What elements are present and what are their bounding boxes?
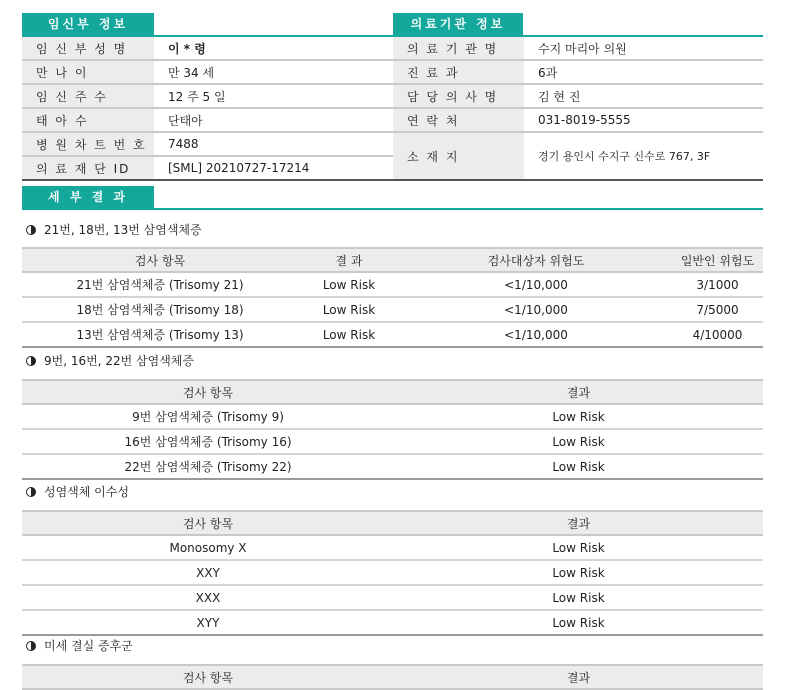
- fetus-count-value: 단태아: [168, 113, 203, 128]
- col-header-item: 검사 항목: [22, 511, 394, 535]
- section-title-sex-chromosome: [26, 483, 129, 500]
- table-row: [22, 535, 763, 560]
- item-cell: XXX: [22, 585, 394, 610]
- result-cell: Low Risk: [394, 535, 763, 560]
- doctor-label: 담 당 의 사 명: [393, 84, 524, 108]
- details-tab: 세 부 결 과: [22, 186, 154, 208]
- chart-number-value: 7488: [168, 137, 199, 151]
- half-circle-icon: [26, 487, 36, 497]
- table-row: [22, 610, 763, 635]
- col-header-result: 결과: [394, 665, 763, 689]
- result-cell: Low Risk: [394, 610, 763, 635]
- patient-age-label: 만 나 이: [22, 60, 154, 84]
- general-risk-cell: 3/1000: [672, 272, 763, 297]
- results-table-microdeletion: [22, 664, 763, 690]
- patient-age-value: 만 34 세: [168, 65, 215, 80]
- col-header-item: 검사 항목: [22, 665, 394, 689]
- result-cell: Low Risk: [298, 297, 400, 322]
- col-header-general-risk: 일반인 위험도: [672, 248, 763, 272]
- item-cell: 18번 삼염색체증 (Trisomy 18): [22, 297, 298, 322]
- patient-info-tab: 임신부 정보: [22, 13, 154, 35]
- section-title-text: 성염색체 이수성: [44, 485, 129, 499]
- contact-value: 031-8019-5555: [538, 113, 631, 127]
- half-circle-icon: [26, 641, 36, 651]
- hospital-info-tab: 의료기관 정보: [393, 13, 523, 35]
- results-table-sex-chromosome: [22, 510, 763, 636]
- general-risk-cell: 7/5000: [672, 297, 763, 322]
- address-value: 경기 용인시 수지구 신수로 767, 3F: [538, 150, 711, 163]
- item-cell: 9번 삼염색체증 (Trisomy 9): [22, 404, 394, 429]
- table-row: [22, 404, 763, 429]
- table-row: [22, 297, 763, 322]
- details-rule: [22, 208, 763, 210]
- result-cell: Low Risk: [298, 322, 400, 347]
- results-table-trisomy-21-18-13: [22, 247, 763, 348]
- section-title-text: 21번, 18번, 13번 삼염색체증: [44, 223, 202, 237]
- table-row: [22, 272, 763, 297]
- table-row: [22, 454, 763, 479]
- fetus-count-label: 태 아 수: [22, 108, 154, 132]
- item-cell: XYY: [22, 610, 394, 635]
- half-circle-icon: [26, 356, 36, 366]
- table-row: [22, 560, 763, 585]
- item-cell: XXY: [22, 560, 394, 585]
- hospital-name-label: 의 료 기 관 명: [393, 37, 524, 60]
- result-cell: Low Risk: [394, 454, 763, 479]
- section-title-trisomy-9-16-22: [26, 352, 194, 369]
- col-header-result: 결과: [394, 511, 763, 535]
- gestation-label: 임 신 주 수: [22, 84, 154, 108]
- table-row: [22, 322, 763, 347]
- item-cell: 21번 삼염색체증 (Trisomy 21): [22, 272, 298, 297]
- half-circle-icon: [26, 225, 36, 235]
- patient-name-value: 이 * 령: [168, 41, 206, 56]
- chart-number-label: 병 원 차 트 번 호: [22, 132, 154, 156]
- table-row: [22, 585, 763, 610]
- section-title-text: 미세 결실 증후군: [44, 639, 133, 653]
- result-cell: Low Risk: [394, 585, 763, 610]
- results-table-trisomy-9-16-22: [22, 379, 763, 480]
- patient-name-label: 임 신 부 성 명: [22, 37, 154, 60]
- col-header-result: 결과: [394, 380, 763, 404]
- item-cell: 16번 삼염색체증 (Trisomy 16): [22, 429, 394, 454]
- result-cell: Low Risk: [394, 404, 763, 429]
- item-cell: Monosomy X: [22, 535, 394, 560]
- section-title-trisomy-21-18-13: [26, 221, 202, 238]
- col-header-result: 결 과: [298, 248, 400, 272]
- department-value: 6과: [538, 65, 558, 80]
- col-header-item: 검사 항목: [22, 380, 394, 404]
- result-cell: Low Risk: [394, 560, 763, 585]
- contact-label: 연 락 처: [393, 108, 524, 132]
- subject-risk-cell: <1/10,000: [400, 272, 672, 297]
- result-cell: Low Risk: [298, 272, 400, 297]
- foundation-id-label: 의 료 재 단 ID: [22, 156, 154, 180]
- patient-info-table: [22, 37, 393, 181]
- col-header-item: 검사 항목: [22, 248, 298, 272]
- doctor-value: 김 현 진: [538, 89, 581, 104]
- address-label: 소 재 지: [393, 132, 524, 180]
- foundation-id-value: [SML] 20210727-17214: [168, 161, 310, 175]
- col-header-subject-risk: 검사대상자 위험도: [400, 248, 672, 272]
- item-cell: 13번 삼염색체증 (Trisomy 13): [22, 322, 298, 347]
- gestation-value: 12 주 5 일: [168, 89, 226, 104]
- subject-risk-cell: <1/10,000: [400, 297, 672, 322]
- result-cell: Low Risk: [394, 429, 763, 454]
- section-title-microdeletion: [26, 637, 133, 654]
- hospital-info-table: [393, 37, 763, 181]
- section-title-text: 9번, 16번, 22번 삼염색체증: [44, 354, 194, 368]
- department-label: 진 료 과: [393, 60, 524, 84]
- table-row: [22, 429, 763, 454]
- hospital-name-value: 수지 마리아 의원: [538, 41, 627, 56]
- item-cell: 22번 삼염색체증 (Trisomy 22): [22, 454, 394, 479]
- subject-risk-cell: <1/10,000: [400, 322, 672, 347]
- general-risk-cell: 4/10000: [672, 322, 763, 347]
